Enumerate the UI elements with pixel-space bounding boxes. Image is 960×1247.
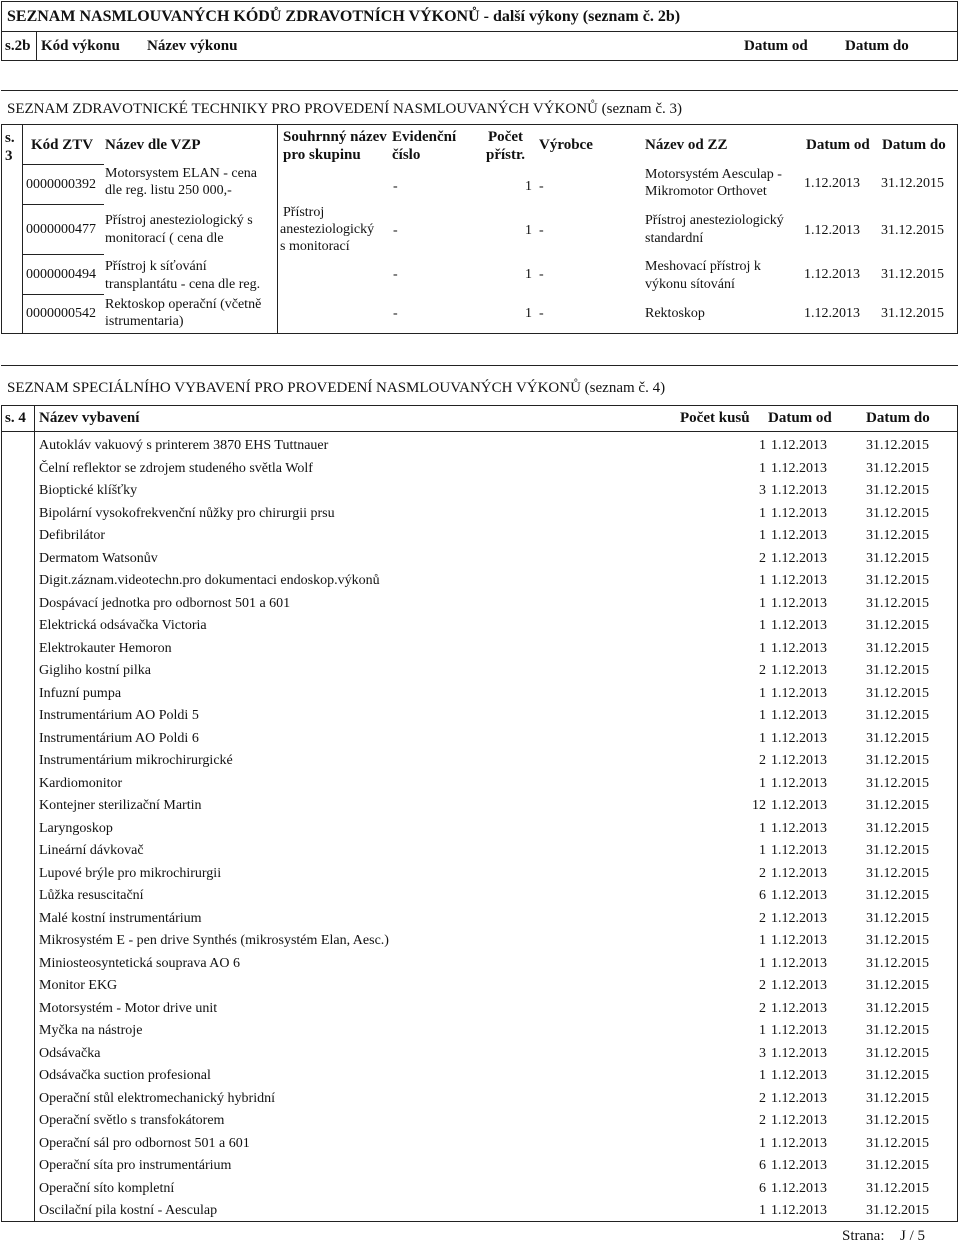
s3-row-4-od: 1.12.2013 — [804, 306, 860, 321]
s3-row-3-vyrobce: - — [539, 267, 544, 282]
s3-row-2-do: 31.12.2015 — [881, 223, 944, 238]
equipment-name: Kardiomonitor — [39, 776, 123, 791]
equipment-datum-od: 1.12.2013 — [771, 1203, 827, 1218]
equipment-name: Operační světlo s transfokátorem — [39, 1113, 225, 1128]
s3-row-2-nazev-2: monitorací ( cena dle — [105, 231, 224, 246]
equipment-name: Miniosteosyntetická souprava AO 6 — [39, 956, 241, 971]
s3-row-1-nazev-2: dle reg. listu 250 000,- — [105, 183, 232, 198]
equipment-datum-od: 1.12.2013 — [771, 663, 827, 678]
equipment-name: Mikrosystém E - pen drive Synthés (mikrosystém Elan, Aesc.) — [39, 933, 389, 948]
equipment-datum-do: 31.12.2015 — [866, 1181, 929, 1196]
equipment-name: Lineární dávkovač — [39, 843, 144, 858]
equipment-count: 1 — [759, 686, 766, 701]
equipment-datum-do: 31.12.2015 — [866, 618, 929, 633]
equipment-count: 1 — [759, 1203, 766, 1218]
page-number: J / 5 — [900, 1228, 926, 1244]
s4-title: SEZNAM SPECIÁLNÍHO VYBAVENÍ PRO PROVEDENÍ NASMLOUVANÝCH VÝKONŮ (seznam č. 4) — [7, 380, 666, 396]
s4-top-line — [1, 365, 958, 366]
equipment-count: 1 — [759, 438, 766, 453]
s3-row-1-zz-2: Mikromotor Orthovet — [645, 184, 767, 199]
s3-divider-group — [277, 124, 278, 334]
equipment-name: Operační stůl elektromechanický hybridní — [39, 1091, 275, 1106]
s3-row-4-nazev-1: Rektoskop operační (včetně — [105, 297, 262, 312]
s3-header-s-num: 3 — [5, 148, 13, 164]
s3-divider-s — [22, 124, 23, 334]
equipment-datum-od: 1.12.2013 — [771, 1181, 827, 1196]
equipment-name: Kontejner sterilizační Martin — [39, 798, 202, 813]
equipment-datum-do: 31.12.2015 — [866, 483, 929, 498]
s3-row-1-od: 1.12.2013 — [804, 176, 860, 191]
s3-header-pocet-1: Počet — [488, 129, 523, 145]
equipment-datum-do: 31.12.2015 — [866, 1068, 929, 1083]
equipment-datum-do: 31.12.2015 — [866, 911, 929, 926]
s3-row-3-do: 31.12.2015 — [881, 267, 944, 282]
equipment-name: Defibrilátor — [39, 528, 106, 543]
equipment-datum-od: 1.12.2013 — [771, 866, 827, 881]
s3-row-3-evid: - — [393, 267, 398, 282]
equipment-datum-od: 1.12.2013 — [771, 776, 827, 791]
s3-group-line-2: anesteziologický — [280, 222, 375, 237]
equipment-name: Infuzní pumpa — [39, 686, 122, 701]
equipment-name: Odsávačka — [39, 1046, 101, 1061]
equipment-datum-do: 31.12.2015 — [866, 866, 929, 881]
equipment-count: 1 — [759, 821, 766, 836]
s2b-divider — [36, 31, 37, 61]
s3-row-3-nazev-1: Přístroj k síťování — [105, 259, 207, 274]
s4-divider — [34, 405, 35, 1222]
equipment-datum-od: 1.12.2013 — [771, 618, 827, 633]
equipment-datum-do: 31.12.2015 — [866, 798, 929, 813]
equipment-datum-do: 31.12.2015 — [866, 933, 929, 948]
s3-header-souhrnny-1: Souhrnný název — [283, 129, 387, 145]
equipment-datum-do: 31.12.2015 — [866, 506, 929, 521]
equipment-datum-od: 1.12.2013 — [771, 573, 827, 588]
equipment-name: Bipolární vysokofrekvenční nůžky pro chirurgii prsu — [39, 506, 335, 521]
s3-header-nazev-zz: Název od ZZ — [645, 137, 728, 153]
equipment-name: Dospávací jednotka pro odbornost 501 a 601 — [39, 596, 291, 611]
s3-row-3-nazev-2: transplantátu - cena dle reg. — [105, 277, 261, 292]
equipment-count: 1 — [759, 461, 766, 476]
s3-row-2-kod: 0000000477 — [26, 222, 96, 237]
s3-row-2-vyrobce: - — [539, 223, 544, 238]
equipment-count: 2 — [759, 1091, 766, 1106]
equipment-count: 1 — [759, 1136, 766, 1151]
equipment-datum-do: 31.12.2015 — [866, 551, 929, 566]
equipment-datum-od: 1.12.2013 — [771, 483, 827, 498]
equipment-datum-od: 1.12.2013 — [771, 506, 827, 521]
equipment-name: Digit.záznam.videotechn.pro dokumentaci endoskop.výkonů — [39, 573, 380, 588]
s2b-header-s: s.2b — [5, 38, 31, 54]
equipment-datum-do: 31.12.2015 — [866, 461, 929, 476]
equipment-count: 1 — [759, 1068, 766, 1083]
equipment-name: Gigliho kostní pilka — [39, 663, 151, 678]
s3-row-4-vyrobce: - — [539, 306, 544, 321]
equipment-count: 2 — [759, 978, 766, 993]
equipment-datum-do: 31.12.2015 — [866, 1203, 929, 1218]
equipment-name: Čelní reflektor se zdrojem studeného světla Wolf — [39, 461, 313, 476]
s3-row-1-kod: 0000000392 — [26, 177, 96, 192]
equipment-datum-od: 1.12.2013 — [771, 978, 827, 993]
equipment-datum-od: 1.12.2013 — [771, 888, 827, 903]
equipment-count: 1 — [759, 731, 766, 746]
equipment-datum-do: 31.12.2015 — [866, 1001, 929, 1016]
equipment-datum-od: 1.12.2013 — [771, 798, 827, 813]
equipment-name: Elektrická odsávačka Victoria — [39, 618, 207, 633]
s3-header-evid-2: číslo — [392, 147, 421, 163]
equipment-datum-do: 31.12.2015 — [866, 438, 929, 453]
equipment-datum-od: 1.12.2013 — [771, 1158, 827, 1173]
equipment-datum-od: 1.12.2013 — [771, 753, 827, 768]
equipment-datum-do: 31.12.2015 — [866, 888, 929, 903]
equipment-count: 3 — [759, 483, 766, 498]
equipment-count: 1 — [759, 528, 766, 543]
equipment-name: Oscilační pila kostní - Aesculap — [39, 1203, 218, 1218]
equipment-name: Malé kostní instrumentárium — [39, 911, 202, 926]
equipment-count: 2 — [759, 663, 766, 678]
equipment-datum-do: 31.12.2015 — [866, 1091, 929, 1106]
equipment-datum-do: 31.12.2015 — [866, 708, 929, 723]
s3-row-3-zz-2: výkonu sítování — [645, 277, 735, 292]
equipment-name: Lupové brýle pro mikrochirurgii — [39, 866, 222, 881]
s3-header-pocet-2: přístr. — [486, 147, 526, 163]
s3-header-s: s. — [5, 130, 15, 146]
equipment-count: 6 — [759, 888, 766, 903]
equipment-datum-do: 31.12.2015 — [866, 821, 929, 836]
s2b-header-od: Datum od — [744, 38, 808, 54]
equipment-name: Dermatom Watsonův — [39, 551, 158, 566]
s3-row-separator — [22, 254, 104, 255]
equipment-datum-do: 31.12.2015 — [866, 843, 929, 858]
equipment-name: Myčka na nástroje — [39, 1023, 143, 1038]
equipment-count: 1 — [759, 596, 766, 611]
equipment-datum-do: 31.12.2015 — [866, 776, 929, 791]
page-label: Strana: — [842, 1228, 885, 1244]
equipment-datum-do: 31.12.2015 — [866, 956, 929, 971]
equipment-name: Instrumentárium mikrochirurgické — [39, 753, 233, 768]
equipment-name: Operační síta pro instrumentárium — [39, 1158, 232, 1173]
s3-header-souhrnny-2: pro skupinu — [283, 147, 361, 163]
equipment-datum-od: 1.12.2013 — [771, 438, 827, 453]
s3-header-evid-1: Evidenční — [392, 129, 457, 145]
s3-row-1-evid: - — [393, 179, 398, 194]
s3-row-4-kod: 0000000542 — [26, 306, 96, 321]
s3-header-nazev-vzp: Název dle VZP — [105, 137, 201, 153]
s3-row-3-zz-1: Meshovací přístroj k — [645, 259, 761, 274]
equipment-datum-od: 1.12.2013 — [771, 708, 827, 723]
s3-row-separator — [22, 204, 104, 205]
equipment-datum-do: 31.12.2015 — [866, 978, 929, 993]
equipment-datum-do: 31.12.2015 — [866, 1023, 929, 1038]
equipment-count: 2 — [759, 753, 766, 768]
s3-row-1-do: 31.12.2015 — [881, 176, 944, 191]
s4-header-pocet: Počet kusů — [680, 410, 750, 426]
s4-header-s: s. 4 — [5, 410, 26, 426]
equipment-datum-od: 1.12.2013 — [771, 1136, 827, 1151]
s3-row-4-nazev-2: istrumentaria) — [105, 314, 184, 329]
equipment-datum-do: 31.12.2015 — [866, 1158, 929, 1173]
equipment-count: 2 — [759, 866, 766, 881]
equipment-datum-od: 1.12.2013 — [771, 1001, 827, 1016]
equipment-datum-od: 1.12.2013 — [771, 1046, 827, 1061]
equipment-datum-do: 31.12.2015 — [866, 731, 929, 746]
equipment-count: 1 — [759, 776, 766, 791]
equipment-count: 2 — [759, 1113, 766, 1128]
equipment-name: Instrumentárium AO Poldi 5 — [39, 708, 199, 723]
equipment-count: 6 — [759, 1181, 766, 1196]
equipment-datum-do: 31.12.2015 — [866, 596, 929, 611]
s2b-header-nazev: Název výkonu — [147, 38, 238, 54]
s3-row-2-zz-1: Přístroj anesteziologický — [645, 213, 784, 228]
equipment-datum-od: 1.12.2013 — [771, 911, 827, 926]
s3-header-kod: Kód ZTV — [31, 137, 94, 153]
equipment-count: 1 — [759, 506, 766, 521]
equipment-datum-od: 1.12.2013 — [771, 843, 827, 858]
equipment-datum-do: 31.12.2015 — [866, 1136, 929, 1151]
equipment-datum-od: 1.12.2013 — [771, 461, 827, 476]
s3-row-3-kod: 0000000494 — [26, 267, 96, 282]
s4-header-line — [1, 431, 958, 432]
equipment-name: Operační sál pro odbornost 501 a 601 — [39, 1136, 250, 1151]
equipment-count: 2 — [759, 551, 766, 566]
equipment-datum-do: 31.12.2015 — [866, 1113, 929, 1128]
equipment-name: Elektrokauter Hemoron — [39, 641, 172, 656]
equipment-name: Motorsystém - Motor drive unit — [39, 1001, 218, 1016]
equipment-datum-od: 1.12.2013 — [771, 528, 827, 543]
equipment-count: 1 — [759, 1023, 766, 1038]
s3-row-2-nazev-1: Přístroj anesteziologický s — [105, 213, 253, 228]
equipment-datum-od: 1.12.2013 — [771, 1091, 827, 1106]
equipment-count: 1 — [759, 843, 766, 858]
s4-header-nazev: Název vybavení — [39, 410, 140, 426]
s3-row-4-do: 31.12.2015 — [881, 306, 944, 321]
s3-header-vyrobce: Výrobce — [539, 137, 593, 153]
equipment-count: 1 — [759, 933, 766, 948]
equipment-datum-do: 31.12.2015 — [866, 573, 929, 588]
equipment-name: Operační síto kompletní — [39, 1181, 175, 1196]
s2b-title: SEZNAM NASMLOUVANÝCH KÓDŮ ZDRAVOTNÍCH VÝKONŮ - další výkony (seznam č. 2b) — [7, 8, 681, 25]
s3-group-line-1: Přístroj — [283, 205, 325, 220]
s3-row-separator — [22, 164, 104, 165]
s3-row-1-pocet: 1 — [525, 179, 532, 194]
s3-row-2-evid: - — [393, 223, 398, 238]
equipment-name: Instrumentárium AO Poldi 6 — [39, 731, 199, 746]
equipment-count: 6 — [759, 1158, 766, 1173]
equipment-datum-od: 1.12.2013 — [771, 956, 827, 971]
equipment-count: 2 — [759, 1001, 766, 1016]
s2b-header-kod: Kód výkonu — [41, 38, 120, 54]
equipment-name: Autokláv vakuový s printerem 3870 EHS Tuttnauer — [39, 438, 329, 453]
equipment-count: 12 — [752, 798, 766, 813]
equipment-count: 1 — [759, 708, 766, 723]
equipment-name: Monitor EKG — [39, 978, 118, 993]
equipment-datum-od: 1.12.2013 — [771, 596, 827, 611]
s3-row-2-zz-2: standardní — [645, 231, 704, 246]
s3-row-separator — [22, 294, 104, 295]
s3-row-1-vyrobce: - — [539, 179, 544, 194]
s3-row-1-zz-1: Motorsystém Aesculap - — [645, 167, 782, 182]
s2b-header-do: Datum do — [845, 38, 909, 54]
s3-row-2-od: 1.12.2013 — [804, 223, 860, 238]
s3-row-4-evid: - — [393, 306, 398, 321]
s3-header-datum-od: Datum od — [806, 137, 870, 153]
equipment-datum-do: 31.12.2015 — [866, 663, 929, 678]
equipment-datum-od: 1.12.2013 — [771, 551, 827, 566]
equipment-count: 1 — [759, 618, 766, 633]
equipment-datum-od: 1.12.2013 — [771, 933, 827, 948]
s3-top-line — [1, 90, 958, 91]
equipment-count: 2 — [759, 911, 766, 926]
equipment-name: Bioptické klíšťky — [39, 483, 138, 498]
s2b-header-row — [1, 31, 958, 61]
equipment-datum-do: 31.12.2015 — [866, 1046, 929, 1061]
equipment-datum-od: 1.12.2013 — [771, 1113, 827, 1128]
s3-row-3-od: 1.12.2013 — [804, 267, 860, 282]
equipment-count: 3 — [759, 1046, 766, 1061]
equipment-count: 1 — [759, 956, 766, 971]
equipment-name: Laryngoskop — [39, 821, 113, 836]
s3-row-1-nazev-1: Motorsystem ELAN - cena — [105, 166, 258, 181]
equipment-datum-do: 31.12.2015 — [866, 528, 929, 543]
s3-row-3-pocet: 1 — [525, 267, 532, 282]
s3-row-4-pocet: 1 — [525, 306, 532, 321]
equipment-datum-od: 1.12.2013 — [771, 1023, 827, 1038]
equipment-datum-od: 1.12.2013 — [771, 641, 827, 656]
equipment-datum-od: 1.12.2013 — [771, 686, 827, 701]
equipment-datum-do: 31.12.2015 — [866, 686, 929, 701]
equipment-count: 1 — [759, 641, 766, 656]
equipment-name: Lůžka resuscitační — [39, 888, 144, 903]
equipment-count: 1 — [759, 573, 766, 588]
s3-group-line-3: s monitorací — [280, 239, 350, 254]
equipment-datum-do: 31.12.2015 — [866, 753, 929, 768]
s3-title: SEZNAM ZDRAVOTNICKÉ TECHNIKY PRO PROVEDENÍ NASMLOUVANÝCH VÝKONŮ (seznam č. 3) — [7, 101, 682, 117]
s4-header-od: Datum od — [768, 410, 832, 426]
s4-header-do: Datum do — [866, 410, 930, 426]
equipment-datum-od: 1.12.2013 — [771, 1068, 827, 1083]
equipment-datum-od: 1.12.2013 — [771, 731, 827, 746]
equipment-name: Odsávačka suction profesional — [39, 1068, 211, 1083]
equipment-datum-do: 31.12.2015 — [866, 641, 929, 656]
s3-row-2-pocet: 1 — [525, 223, 532, 238]
s3-row-4-zz-1: Rektoskop — [645, 306, 705, 321]
s3-header-datum-do: Datum do — [882, 137, 946, 153]
equipment-datum-od: 1.12.2013 — [771, 821, 827, 836]
